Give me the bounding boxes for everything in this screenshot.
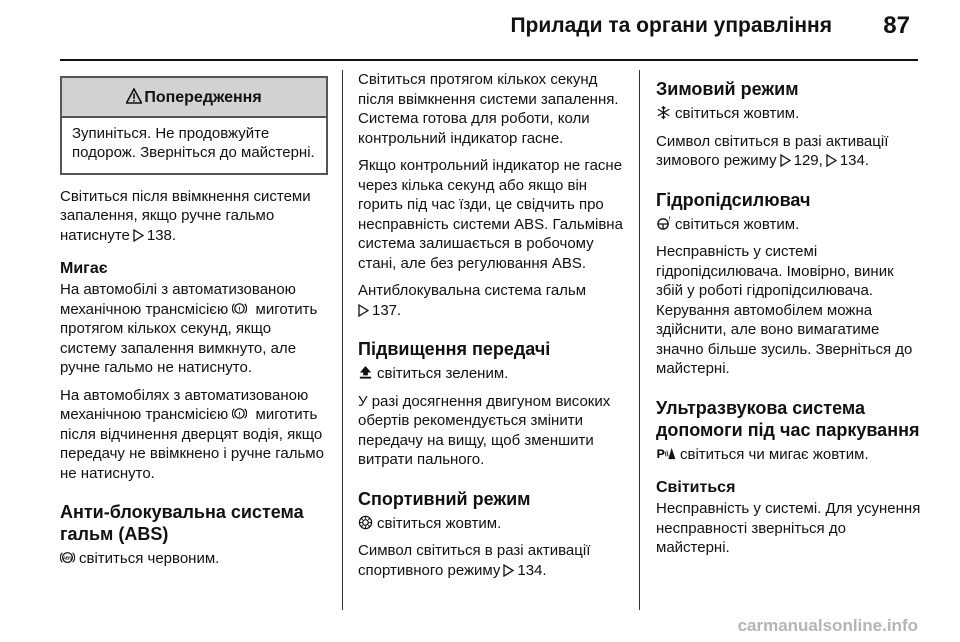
paragraph-text: світиться червоним. [79, 550, 220, 567]
section-heading: Підвищення передачі [358, 339, 551, 359]
transmission-warning-icon [232, 406, 247, 421]
paragraph [358, 281, 633, 320]
transmission-warning-icon [232, 301, 247, 316]
column-divider-2 [639, 70, 640, 610]
paragraph-text: світиться чи мигає жовтим. [680, 445, 869, 463]
column-divider-1 [342, 70, 343, 610]
paragraph-text: На автомобілі з автоматизованою механічною трансмісією [60, 281, 296, 318]
upshift-arrow-icon [358, 365, 373, 380]
abs-icon [60, 550, 75, 565]
warning-body: Зупиніться. Не продовжуйте подорож. Зверніться до майстерні. [72, 124, 315, 161]
page-ref-arrow-icon [780, 154, 791, 167]
warning-heading-text: Попередження [144, 89, 262, 106]
paragraph: Світиться протягом кількох секунд після ввімкнення системи запалення. Система готова для роботи, коли контрольний індикатор гасне. [358, 71, 619, 147]
paragraph-text: На автомобілях з автоматизованою механічною трансмісією [60, 386, 309, 423]
page-header-title: Прилади та органи управління [510, 14, 832, 37]
paragraph-text: світиться жовтим. [675, 105, 800, 122]
section-heading: Анти-блокувальна система гальм (ABS) [60, 502, 304, 544]
column-1 [60, 70, 328, 577]
section-heading: Світиться [656, 479, 736, 496]
page-ref: 134. [517, 561, 547, 579]
section-heading: Ультразвукова система допомоги під час паркування [656, 397, 920, 440]
power-steering-icon [656, 216, 671, 231]
paragraph-text: миготить після відчинення дверцят водія, якщо передачу не ввімкнено і ручне гальмо не натиснуто. [60, 406, 324, 482]
paragraph-text: Символ світиться в разі активації зимового режиму [656, 132, 889, 169]
warning-box [60, 76, 328, 175]
paragraph [656, 104, 921, 124]
page-ref: 138. [146, 226, 177, 244]
svg-text:!: ! [668, 216, 671, 223]
paragraph [656, 215, 921, 235]
snowflake-icon [656, 105, 671, 120]
paragraph-text: Антиблокувальна система гальм [358, 282, 587, 299]
section-heading: Спортивний режим [358, 488, 531, 509]
paragraph-text: Світиться після ввімкнення системи запалення, якщо ручне гальмо натиснуте [60, 187, 311, 244]
page-ref: 129, [793, 152, 823, 169]
header-rule [60, 59, 918, 61]
section-heading: Зимовий режим [656, 79, 799, 99]
page-number: 87 [883, 12, 910, 39]
paragraph [358, 514, 633, 534]
paragraph [60, 187, 328, 246]
svg-text:P: P [656, 446, 665, 461]
paragraph: Несправність у системі гідропідсилювача. Імовірно, виник збій у роботі гідропідсилювача. Керування автомобілем можна здійснити, але воно вимагатиме значно більше зусиль. Зверніться до майстерні. [656, 243, 913, 377]
svg-text:!: ! [238, 305, 241, 313]
paragraph [60, 549, 328, 569]
warning-triangle-icon [126, 88, 142, 104]
parking-assist-icon [656, 446, 676, 461]
paragraph [60, 280, 328, 378]
section-heading: Гідропідсилювач [656, 189, 811, 210]
paragraph-text: світиться жовтим. [675, 215, 800, 233]
page-ref-arrow-icon [358, 304, 369, 317]
warning-heading [62, 78, 326, 118]
svg-text:ABS: ABS [62, 555, 73, 561]
watermark: carmanualsonline.info [737, 616, 918, 635]
paragraph [358, 541, 633, 580]
paragraph-text: світиться зеленим. [377, 365, 509, 382]
page-ref: 137. [372, 301, 402, 319]
sport-mode-icon [358, 515, 373, 530]
page-ref: 134. [839, 152, 870, 169]
column-2 [358, 70, 633, 588]
section-heading: Мигає [60, 260, 108, 277]
paragraph [358, 364, 633, 384]
paragraph-text: світиться жовтим. [377, 514, 502, 532]
paragraph: Несправність у системі. Для усунення несправності зверніться до майстерні. [656, 500, 921, 556]
column-3 [656, 70, 921, 566]
paragraph [656, 445, 921, 465]
svg-text:!: ! [238, 411, 241, 419]
paragraph [656, 132, 921, 171]
paragraph: У разі досягнення двигуном високих обертів рекомендується змінити передачу на вищу, щоб зменшити витрати пального. [358, 392, 611, 468]
paragraph [60, 386, 328, 484]
paragraph-text: Символ світиться в разі активації спортивного режиму [358, 542, 591, 579]
page-ref-arrow-icon [503, 564, 514, 577]
page-ref-arrow-icon [133, 229, 144, 242]
paragraph: Якщо контрольний індикатор не гасне через кілька секунд або якщо він горить під час їзди, це свідчить про несправність системи ABS. Гальмівна система залишається в робочому стані, але без регулювання ABS. [358, 157, 623, 272]
page-ref-arrow-icon [826, 154, 837, 167]
paragraph-text: миготить протягом кількох секунд, якщо систему запалення вимкнуто, але ручне гальмо не натиснуто. [60, 300, 318, 376]
